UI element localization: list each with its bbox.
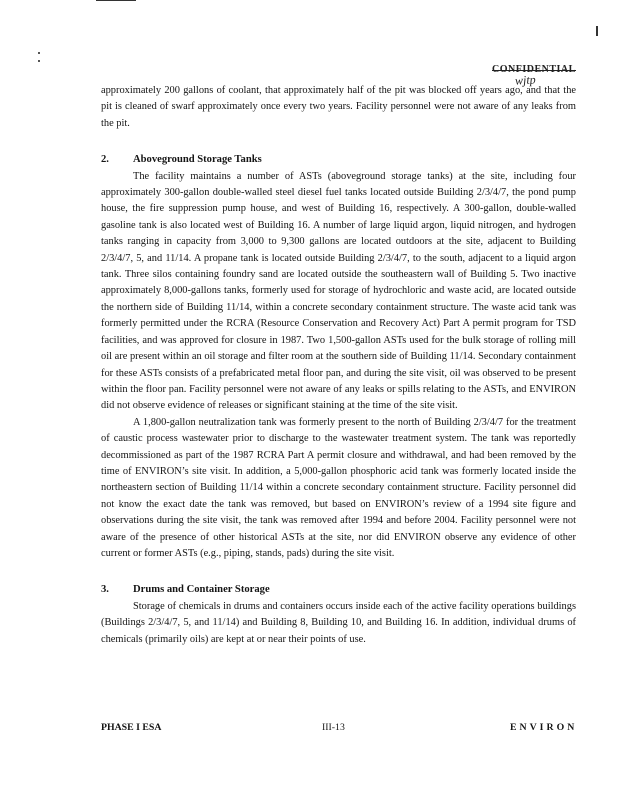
paragraph-asts: The facility maintains a number of ASTs (aboveground storage tanks) at the site, including four approximately 300-gallon double-walled steel diesel fuel tanks located outside Building 2/3/4/7, the pond pump house, the fire suppression pump house, and west of Building 16, respectively. A 300-gallon, double-walled gasoline tank is also located west of Building 16. A number of large liquid argon, liquid nitrogen, and hydrogen tanks ranging in capacity from 3,000 to 9,300 gallons are located outdoors at the site, adjacent to Building 2/3/4/7, 5, and 11/14. A propane tank is located outside Building 2/3/4/7, to the south, adjacent to a liquid argon tank. Three silos containing foundry sand are located outside the southeastern wall of Building 5. Two inactive approximately 8,000-gallons tanks, formerly used for storage of hydrochloric and waste acid, are located outside the northern side of Building 11/14, within a concrete secondary containment structure. The waste acid tank was formerly permitted under the RCRA (Resource Conservation and Recovery Act) Part A permit program for TSD facilities, and was approved for closure in 1987. Two 1,500-gallon ASTs used for the bulk storage of rolling mill oil are present within an oil storage and filter room at the southern side of Building 11/14. Secondary containment for these ASTs consists of a prefabricated metal floor pan, and during the site visit, oil was observed to be present within the floor pan. Facility personnel were not aware of any leaks or spills relating to the ASTs, and ENVIRON did not observe evidence of releases or significant staining at the time of the site visit. xyxy=(101,170,576,412)
section-number: 2. xyxy=(101,154,109,166)
scan-edge-mark xyxy=(596,26,598,36)
top-edge-rule xyxy=(96,0,136,1)
paragraph-drums: Storage of chemicals in drums and containers occurs inside each of the active facility operations buildings (Buildings 2/3/4/7, 5, and 11/14) and Building 8, Building 10, and Building 16. In addition, individual drums of chemicals (primarily oils) are kept at or near their points of use. xyxy=(101,600,576,645)
section-heading-2 xyxy=(101,152,576,168)
paragraph-continued: approximately 200 gallons of coolant, that approximately half of the pit was blocked off years ago, and that the pit is cleaned of swarf approximately once every two years. Facility personnel were not aware of any leaks from the pit. xyxy=(101,85,576,129)
paragraph-neutralization-tank: A 1,800-gallon neutralization tank was formerly present to the north of Building 2/3/4/7 for the treatment of caustic process wastewater prior to discharge to the wastewater treatment system. The tank was reportedly decommissioned as part of the 1987 RCRA Part A permit closure and withdrawal, and had been removed by the time of ENVIRON’s site visit. In addition, a 5,000-gallon phosphoric acid tank was formerly located inside the northeastern section of Building 11/14 within a concrete secondary containment structure. Facility personnel did not know the exact date the tank was removed, but based on ENVIRON’s review of a 1994 site figure and observations during the site visit, the tank was removed after 1994 and before 2004. Facility personnel were not aware of the presence of other historical ASTs at the site, nor did ENVIRON observe any evidence of other current or former ASTs (e.g., piping, stands, pads) during the site visit. xyxy=(101,416,576,559)
scan-speck xyxy=(38,60,40,62)
footer-doc-label: PHASE I ESA xyxy=(101,722,162,733)
section-title: Drums and Container Storage xyxy=(133,584,270,596)
stamp-strike xyxy=(492,70,576,71)
section-number: 3. xyxy=(101,584,109,596)
handwritten-initials: wjtp xyxy=(514,72,537,88)
footer-page-number: III-13 xyxy=(322,722,345,733)
footer-company: ENVIRON xyxy=(510,722,578,733)
section-title: Aboveground Storage Tanks xyxy=(133,154,262,166)
section-heading-3 xyxy=(101,582,576,598)
scan-speck xyxy=(38,52,40,54)
body-text xyxy=(101,83,576,648)
